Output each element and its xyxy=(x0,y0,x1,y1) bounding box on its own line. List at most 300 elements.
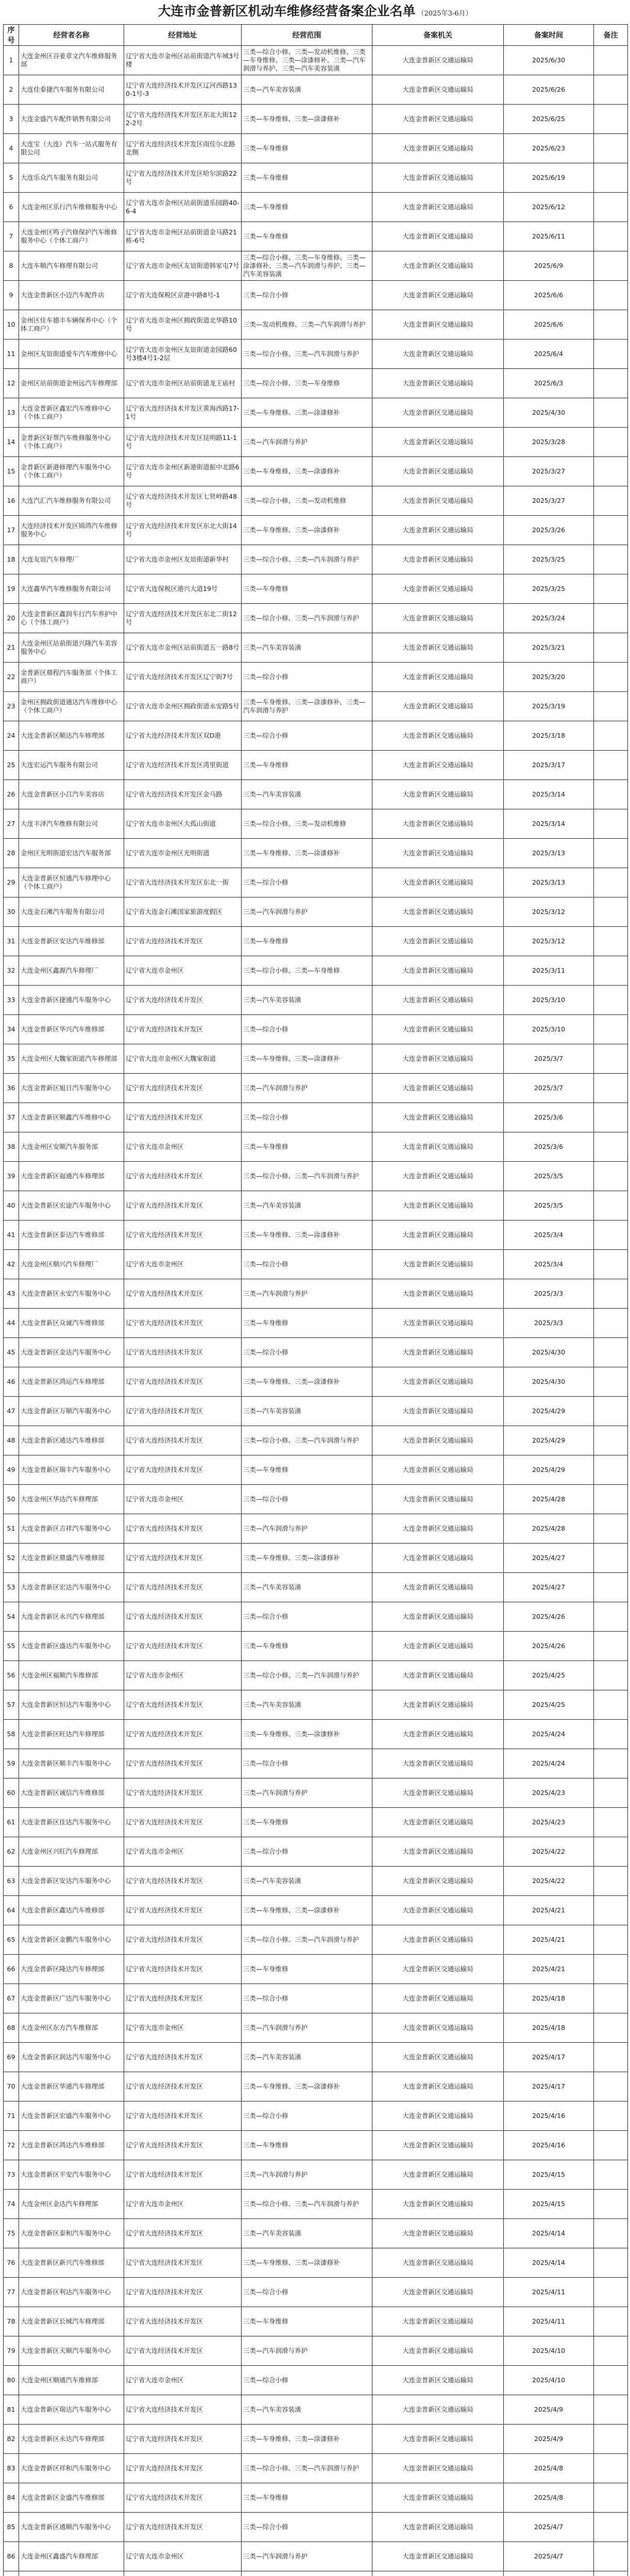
cell-date xyxy=(504,1837,594,1867)
cell-scope-text: 三类—车身维修、三类—涂漆修补 xyxy=(243,2434,340,2443)
table-row xyxy=(4,1573,628,1602)
cell-authority-text: 大连金普新区交通运输局 xyxy=(402,2317,473,2325)
cell-address xyxy=(124,1602,242,1632)
header-cell-address: 经营地址 xyxy=(124,25,242,46)
cell-authority-text: 大连金普新区交通运输局 xyxy=(402,379,473,387)
cell-note xyxy=(594,1162,628,1191)
cell-operator-name xyxy=(19,2513,124,2542)
cell-no xyxy=(4,1514,19,1544)
cell-address-text: 辽宁省大连经济技术开发区双D港 xyxy=(126,731,221,739)
cell-no-text: 53 xyxy=(7,1583,15,1591)
cell-address-text: 辽宁省大连经济技术开发区 xyxy=(126,2493,203,2501)
cell-scope-text: 三类—综合小修、三类—发动机维修、三类—车身维修、三类—涂漆修补、三类—汽车润滑与养护、三类—汽车美容装潢 xyxy=(243,47,366,73)
cell-note xyxy=(594,986,628,1015)
cell-no xyxy=(4,369,19,398)
cell-date-text: 2025/3/25 xyxy=(532,584,566,592)
cell-scope-text: 三类—汽车美容装潢 xyxy=(243,643,301,651)
cell-date-text: 2025/3/17 xyxy=(532,760,566,769)
cell-no-text: 77 xyxy=(7,2287,15,2296)
cell-no-text: 23 xyxy=(7,702,15,710)
cell-date xyxy=(504,692,594,721)
table-row xyxy=(4,486,628,516)
cell-authority xyxy=(372,251,504,281)
cell-no xyxy=(4,751,19,780)
cell-authority-text: 大连金普新区交通运输局 xyxy=(402,1260,473,1268)
cell-no xyxy=(4,868,19,897)
cell-operator-name-text: 大连佳泰捷汽车服务有限公司 xyxy=(21,85,105,93)
cell-authority-text: 大连金普新区交通运输局 xyxy=(402,1876,473,1885)
cell-date-text: 2025/3/28 xyxy=(532,437,566,446)
cell-date-text: 2025/3/25 xyxy=(532,555,566,563)
cell-no-text: 27 xyxy=(7,819,15,827)
cell-address-text: 辽宁省大连市金州区站前街道龙王庙村 xyxy=(126,379,235,387)
cell-address xyxy=(124,222,242,251)
cell-scope xyxy=(242,2454,372,2483)
cell-operator-name xyxy=(19,1309,124,1338)
cell-address xyxy=(124,2102,242,2131)
cell-no-text: 74 xyxy=(7,2199,15,2208)
cell-no xyxy=(4,839,19,868)
cell-no-text: 65 xyxy=(7,1935,15,1943)
cell-date-text: 2025/4/24 xyxy=(532,1759,566,1767)
cell-note xyxy=(594,2454,628,2483)
cell-operator-name xyxy=(19,2542,124,2571)
cell-no-text: 82 xyxy=(7,2434,15,2443)
cell-date-text: 2025/4/15 xyxy=(532,2199,566,2208)
cell-operator-name xyxy=(19,2013,124,2043)
table-row xyxy=(4,1250,628,1279)
cell-note xyxy=(594,1074,628,1103)
cell-authority xyxy=(372,281,504,310)
cell-operator-name xyxy=(19,222,124,251)
cell-date xyxy=(504,604,594,633)
cell-address-text: 辽宁省大连市金州区友谊街道新华村 xyxy=(126,555,229,563)
cell-scope-text: 三类—车身维修、三类—涂漆修补 xyxy=(243,408,340,416)
cell-no-text: 35 xyxy=(7,1054,15,1062)
table-row xyxy=(4,780,628,809)
cell-no xyxy=(4,1191,19,1221)
cell-address-text: 辽宁省大连经济技术开发区 xyxy=(126,1524,203,1532)
cell-address xyxy=(124,1250,242,1279)
cell-scope-text: 三类—综合小修 xyxy=(243,1260,288,1268)
cell-operator-name xyxy=(19,1250,124,1279)
cell-address-text: 辽宁省大连市金州区新港街道振中北路6号 xyxy=(126,463,240,479)
cell-address-text: 辽宁省大连市金州区大魏家街道 xyxy=(126,1054,216,1062)
cell-no-text: 86 xyxy=(7,2552,15,2560)
cell-no-text: 72 xyxy=(7,2141,15,2149)
cell-scope xyxy=(242,1778,372,1808)
cell-note xyxy=(594,545,628,574)
table-row xyxy=(4,428,628,457)
table-row xyxy=(4,46,628,75)
cell-scope-text: 三类—综合小修、三类—车身维修、三类—涂漆修补、三类—汽车润滑与养护、三类—汽车美容装潢 xyxy=(243,253,366,278)
cell-address-text: 辽宁省大连经济技术开发区 xyxy=(126,1818,203,1826)
cell-operator-name-text: 大连金普新区利达汽车服务中心 xyxy=(21,2287,111,2296)
cell-address-text: 辽宁省大连经济技术开发区昆明路11-1号 xyxy=(126,433,237,450)
cell-operator-name-text: 大连丰泽汽车维修有限公司 xyxy=(21,819,98,827)
cell-note xyxy=(594,927,628,956)
table-row xyxy=(4,2278,628,2307)
cell-operator-name xyxy=(19,1132,124,1162)
cell-address-text: 辽宁省大连经济技术开发区辽宁街7号 xyxy=(126,672,233,681)
cell-operator-name-text: 大连金州区顺兴汽车修理厂 xyxy=(21,1260,98,1268)
table-row xyxy=(4,1984,628,2013)
cell-address-text: 辽宁省大连经济技术开发区 xyxy=(126,2317,203,2325)
cell-scope-text: 三类—综合小修、三类—汽车润滑与养护 xyxy=(243,1436,360,1444)
cell-date-text: 2025/3/24 xyxy=(532,614,566,622)
cell-scope xyxy=(242,1279,372,1309)
cell-authority-text: 大连金普新区交通运输局 xyxy=(402,173,473,181)
cell-address-text: 辽宁省大连经济技术开发区金马路 xyxy=(126,790,223,798)
cell-note xyxy=(594,193,628,222)
table-row xyxy=(4,721,628,751)
cell-note xyxy=(594,1602,628,1632)
cell-address-text: 辽宁省大连市金州区 xyxy=(126,1142,184,1150)
cell-address-text: 辽宁省大连经济技术开发区 xyxy=(126,2346,203,2354)
cell-address-text: 辽宁省大连经济技术开发区 xyxy=(126,1641,203,1650)
cell-no-text: 60 xyxy=(7,1788,15,1797)
cell-no-text: 71 xyxy=(7,2111,15,2120)
cell-date-text: 2025/6/9 xyxy=(534,261,564,269)
cell-address xyxy=(124,545,242,574)
cell-note xyxy=(594,1896,628,1925)
table-row xyxy=(4,986,628,1015)
cell-note xyxy=(594,1632,628,1661)
cell-scope-text: 三类—汽车润滑与养护 xyxy=(243,2552,308,2560)
cell-operator-name xyxy=(19,1074,124,1103)
cell-operator-name xyxy=(19,1514,124,1544)
cell-address xyxy=(124,1778,242,1808)
cell-date xyxy=(504,2160,594,2190)
cell-scope-text: 三类—综合小修、三类—汽车润滑与养护 xyxy=(243,2199,360,2208)
cell-address xyxy=(124,1690,242,1720)
cell-scope xyxy=(242,2336,372,2366)
cell-address-text: 辽宁省大连经济技术开发区 xyxy=(126,1612,203,1620)
cell-date-text: 2025/4/26 xyxy=(532,1612,566,1620)
cell-authority-text: 大连金普新区交通运输局 xyxy=(402,937,473,945)
cell-date xyxy=(504,1602,594,1632)
cell-no-text: 15 xyxy=(7,467,15,475)
cell-scope-text: 三类—汽车美容装潢 xyxy=(243,1700,301,1708)
cell-note xyxy=(594,956,628,986)
cell-operator-name-text: 大连车顺汽车修理有限公司 xyxy=(21,261,98,269)
cell-scope xyxy=(242,1720,372,1749)
cell-no-text: 80 xyxy=(7,2376,15,2384)
cell-authority-text: 大连金普新区交通运输局 xyxy=(402,1553,473,1562)
cell-authority xyxy=(372,868,504,897)
cell-scope-text: 三类—车身维修 xyxy=(243,2493,288,2501)
cell-operator-name xyxy=(19,2425,124,2454)
cell-operator-name xyxy=(19,1602,124,1632)
cell-note xyxy=(594,1426,628,1455)
cell-no xyxy=(4,927,19,956)
cell-address xyxy=(124,1279,242,1309)
cell-address-text: 辽宁省大连经济技术开发区 xyxy=(126,2111,203,2120)
cell-address-text: 辽宁省大连经济技术开发区 xyxy=(126,1318,203,1327)
cell-operator-name-text: 大连金州区鑫源汽车修理厂 xyxy=(21,966,98,974)
table-row xyxy=(4,222,628,251)
cell-date-text: 2025/4/10 xyxy=(532,2376,566,2384)
cell-scope-text: 三类—汽车美容装潢 xyxy=(243,995,301,1004)
cell-scope-text: 三类—车身维修、三类—涂漆修补 xyxy=(243,467,340,475)
cell-operator-name xyxy=(19,1162,124,1191)
cell-scope-text: 三类—综合小修 xyxy=(243,1759,288,1767)
cell-date-text: 2025/3/11 xyxy=(532,966,566,974)
cell-authority-text: 大连金普新区交通运输局 xyxy=(402,1318,473,1327)
cell-address-text: 辽宁省大连经济技术开发区黄海西路17-1号 xyxy=(126,404,240,420)
cell-address-text: 辽宁省大连市金州区 xyxy=(126,1671,184,1679)
cell-no-text: 34 xyxy=(7,1025,15,1033)
cell-scope-text: 三类—车身维修 xyxy=(243,1964,288,1973)
cell-address xyxy=(124,1044,242,1074)
cell-date xyxy=(504,1397,594,1426)
cell-scope xyxy=(242,1573,372,1602)
cell-date-text: 2025/3/7 xyxy=(534,1054,564,1062)
cell-note xyxy=(594,2571,628,2576)
cell-operator-name-text: 大连汽汇汽车维修服务有限公司 xyxy=(21,496,111,504)
cell-date-text: 2025/4/22 xyxy=(532,1876,566,1885)
cell-note xyxy=(594,1044,628,1074)
cell-address xyxy=(124,1720,242,1749)
cell-operator-name-text: 大连金普新区众诚汽车维修部 xyxy=(21,1318,105,1327)
cell-operator-name xyxy=(19,75,124,105)
cell-address-text: 辽宁省大连经济技术开发区 xyxy=(126,2141,203,2149)
cell-operator-name-text: 大连金普新区盛达汽车服务中心 xyxy=(21,1641,111,1650)
cell-date-text: 2025/4/21 xyxy=(532,1964,566,1973)
cell-date xyxy=(504,2571,594,2576)
cell-address-text: 辽宁省大连经济技术开发区 xyxy=(126,1201,203,1209)
cell-authority-text: 大连金普新区交通运输局 xyxy=(402,1524,473,1532)
cell-operator-name xyxy=(19,2483,124,2513)
table-row xyxy=(4,545,628,574)
cell-operator-name-text: 大连金普新区万顺汽车服务中心 xyxy=(21,1406,111,1415)
cell-address-text: 辽宁省大连金石滩国家旅游度假区 xyxy=(126,907,223,916)
cell-date xyxy=(504,1132,594,1162)
table-row xyxy=(4,809,628,839)
cell-operator-name xyxy=(19,281,124,310)
cell-date xyxy=(504,486,594,516)
cell-scope-text: 三类—汽车润滑与养护 xyxy=(243,437,308,446)
cell-date xyxy=(504,2043,594,2072)
cell-date-text: 2025/4/14 xyxy=(532,2258,566,2266)
cell-authority-text: 大连金普新区交通运输局 xyxy=(402,702,473,710)
cell-scope xyxy=(242,2366,372,2395)
cell-scope xyxy=(242,1074,372,1103)
cell-address-text: 辽宁省大连市金州区 xyxy=(126,966,184,974)
table-row xyxy=(4,633,628,663)
cell-date-text: 2025/4/11 xyxy=(532,2317,566,2325)
table-row xyxy=(4,2160,628,2190)
cell-no xyxy=(4,2425,19,2454)
cell-scope xyxy=(242,1367,372,1397)
cell-no-text: 33 xyxy=(7,995,15,1004)
cell-no-text: 45 xyxy=(7,1348,15,1356)
header-cell-scope: 经营范围 xyxy=(242,25,372,46)
cell-address xyxy=(124,2219,242,2248)
cell-scope-text: 三类—车身维修、三类—涂漆修补、三类—汽车润滑与养护 xyxy=(243,698,366,714)
cell-authority xyxy=(372,897,504,927)
cell-address xyxy=(124,2395,242,2425)
cell-date xyxy=(504,2219,594,2248)
cell-date-text: 2025/4/21 xyxy=(532,1935,566,1943)
table-row xyxy=(4,1455,628,1485)
cell-authority-text: 大连金普新区交通运输局 xyxy=(402,261,473,269)
cell-date-text: 2025/3/10 xyxy=(532,1025,566,1033)
cell-operator-name xyxy=(19,1720,124,1749)
cell-authority xyxy=(372,310,504,340)
cell-authority xyxy=(372,1632,504,1661)
cell-address xyxy=(124,1544,242,1573)
cell-authority xyxy=(372,956,504,986)
cell-date xyxy=(504,2278,594,2307)
cell-operator-name xyxy=(19,428,124,457)
cell-date-text: 2025/4/8 xyxy=(534,2493,564,2501)
cell-address xyxy=(124,369,242,398)
cell-authority xyxy=(372,2366,504,2395)
cell-scope-text: 三类—汽车美容装潢 xyxy=(243,2229,301,2237)
table-row xyxy=(4,1837,628,1867)
cell-scope-text: 三类—车身维修 xyxy=(243,173,288,181)
cell-address-text: 辽宁省大连经济技术开发区 xyxy=(126,1083,203,1092)
cell-no xyxy=(4,1690,19,1720)
cell-scope xyxy=(242,545,372,574)
cell-no-text: 5 xyxy=(9,173,13,181)
table-row xyxy=(4,310,628,340)
cell-date-text: 2025/4/25 xyxy=(532,1671,566,1679)
cell-no xyxy=(4,1426,19,1455)
cell-address-text: 辽宁省大连市金州区友谊街道韩家屯7号 xyxy=(126,261,240,269)
cell-address xyxy=(124,2013,242,2043)
cell-address xyxy=(124,1808,242,1837)
cell-date xyxy=(504,2336,594,2366)
cell-no-text: 83 xyxy=(7,2464,15,2472)
cell-address-text: 辽宁省大连经济技术开发区 xyxy=(126,1025,203,1033)
cell-note xyxy=(594,780,628,809)
cell-operator-name xyxy=(19,1485,124,1514)
cell-note xyxy=(594,1690,628,1720)
cell-address xyxy=(124,2483,242,2513)
cell-no-text: 24 xyxy=(7,731,15,739)
cell-operator-name xyxy=(19,986,124,1015)
cell-no-text: 38 xyxy=(7,1142,15,1150)
cell-scope xyxy=(242,1661,372,1690)
table-row xyxy=(4,281,628,310)
cell-address-text: 辽宁省大连经济技术开发区 xyxy=(126,1172,203,1180)
cell-operator-name xyxy=(19,2336,124,2366)
cell-authority xyxy=(372,1426,504,1455)
cell-address xyxy=(124,398,242,428)
cell-authority xyxy=(372,1367,504,1397)
cell-operator-name xyxy=(19,369,124,398)
cell-no xyxy=(4,2043,19,2072)
cell-date-text: 2025/3/7 xyxy=(534,1083,564,1092)
cell-date-text: 2025/3/3 xyxy=(534,1318,564,1327)
cell-operator-name xyxy=(19,2131,124,2160)
cell-no xyxy=(4,2395,19,2425)
header-cell-date: 备案时间 xyxy=(504,25,594,46)
cell-operator-name-text: 大连金普新区鼎盛汽车维修部 xyxy=(21,1553,105,1562)
cell-note xyxy=(594,663,628,692)
cell-operator-name-text: 大连金普新区恒达汽车服务中心 xyxy=(21,1700,111,1708)
cell-operator-name-text: 大连金普新区宏途汽车服务中心 xyxy=(21,1201,111,1209)
cell-date-text: 2025/4/27 xyxy=(532,1583,566,1591)
cell-address xyxy=(124,839,242,868)
cell-authority xyxy=(372,1162,504,1191)
cell-date xyxy=(504,2248,594,2278)
cell-operator-name-text: 大连金普新区吉祥汽车服务中心 xyxy=(21,1524,111,1532)
cell-authority xyxy=(372,1544,504,1573)
header-cell-authority: 备案机关 xyxy=(372,25,504,46)
cell-operator-name-text: 大连金普新区顺鑫汽车维修中心 xyxy=(21,1113,111,1121)
cell-date-text: 2025/4/16 xyxy=(532,2111,566,2120)
cell-date-text: 2025/3/18 xyxy=(532,731,566,739)
cell-scope xyxy=(242,2483,372,2513)
cell-scope-text: 三类—综合小修、三类—汽车润滑与养护 xyxy=(243,614,360,622)
cell-scope xyxy=(242,897,372,927)
cell-operator-name xyxy=(19,163,124,193)
cell-scope xyxy=(242,1309,372,1338)
cell-authority-text: 大连金普新区交通运输局 xyxy=(402,1847,473,1855)
cell-date xyxy=(504,222,594,251)
cell-note xyxy=(594,310,628,340)
cell-date-text: 2025/3/4 xyxy=(534,1230,564,1239)
cell-scope xyxy=(242,105,372,134)
cell-no-text: 85 xyxy=(7,2522,15,2531)
cell-address xyxy=(124,633,242,663)
cell-scope xyxy=(242,134,372,163)
cell-date xyxy=(504,398,594,428)
cell-date-text: 2025/4/7 xyxy=(534,2552,564,2560)
cell-operator-name-text: 大连金普新区祥和汽车服务中心 xyxy=(21,2464,111,2472)
cell-address xyxy=(124,692,242,721)
cell-date xyxy=(504,428,594,457)
table-row xyxy=(4,1191,628,1221)
cell-authority xyxy=(372,663,504,692)
cell-authority-text: 大连金普新区交通运输局 xyxy=(402,2287,473,2296)
cell-date-text: 2025/4/11 xyxy=(532,2287,566,2296)
cell-scope-text: 三类—车身维修 xyxy=(243,1318,288,1327)
cell-date xyxy=(504,809,594,839)
cell-no-text: 40 xyxy=(7,1201,15,1209)
cell-operator-name-text: 大连金普新区瑞达汽车服务中心 xyxy=(21,2405,111,2413)
cell-operator-name-text: 大连金普新区福通汽车修理部 xyxy=(21,1172,105,1180)
cell-address-text: 辽宁省大连经济技术开发区东北大街14号 xyxy=(126,521,237,538)
cell-scope-text: 三类—综合小修 xyxy=(243,1994,288,2002)
cell-scope xyxy=(242,1896,372,1925)
cell-operator-name xyxy=(19,1690,124,1720)
cell-operator-name-text: 大连金普新区诚信汽车维修部 xyxy=(21,1788,105,1797)
cell-no-text: 1 xyxy=(9,56,13,64)
cell-operator-name-text: 大连金州区站前街道兴隆汽车美容服务中心 xyxy=(21,639,117,655)
cell-address-text: 辽宁省大连经济技术开发区 xyxy=(126,2287,203,2296)
table-row xyxy=(4,2131,628,2160)
cell-scope xyxy=(242,1250,372,1279)
cell-note xyxy=(594,2013,628,2043)
cell-scope-text: 三类—汽车润滑与养护 xyxy=(243,1083,308,1092)
cell-authority xyxy=(372,340,504,369)
cell-operator-name-text: 大连金普新区安达汽车服务中心 xyxy=(21,1876,111,1885)
cell-scope-text: 三类—综合小修、三类—汽车润滑与养护 xyxy=(243,1935,360,1943)
table-row xyxy=(4,1103,628,1132)
cell-operator-name xyxy=(19,574,124,604)
cell-no-text: 11 xyxy=(7,349,15,358)
cell-operator-name-text: 大连金州区鑫盛汽车修理部 xyxy=(21,2552,98,2560)
cell-address xyxy=(124,1867,242,1896)
cell-date-text: 2025/3/4 xyxy=(534,1260,564,1268)
cell-date xyxy=(504,251,594,281)
cell-date xyxy=(504,1426,594,1455)
cell-no xyxy=(4,486,19,516)
